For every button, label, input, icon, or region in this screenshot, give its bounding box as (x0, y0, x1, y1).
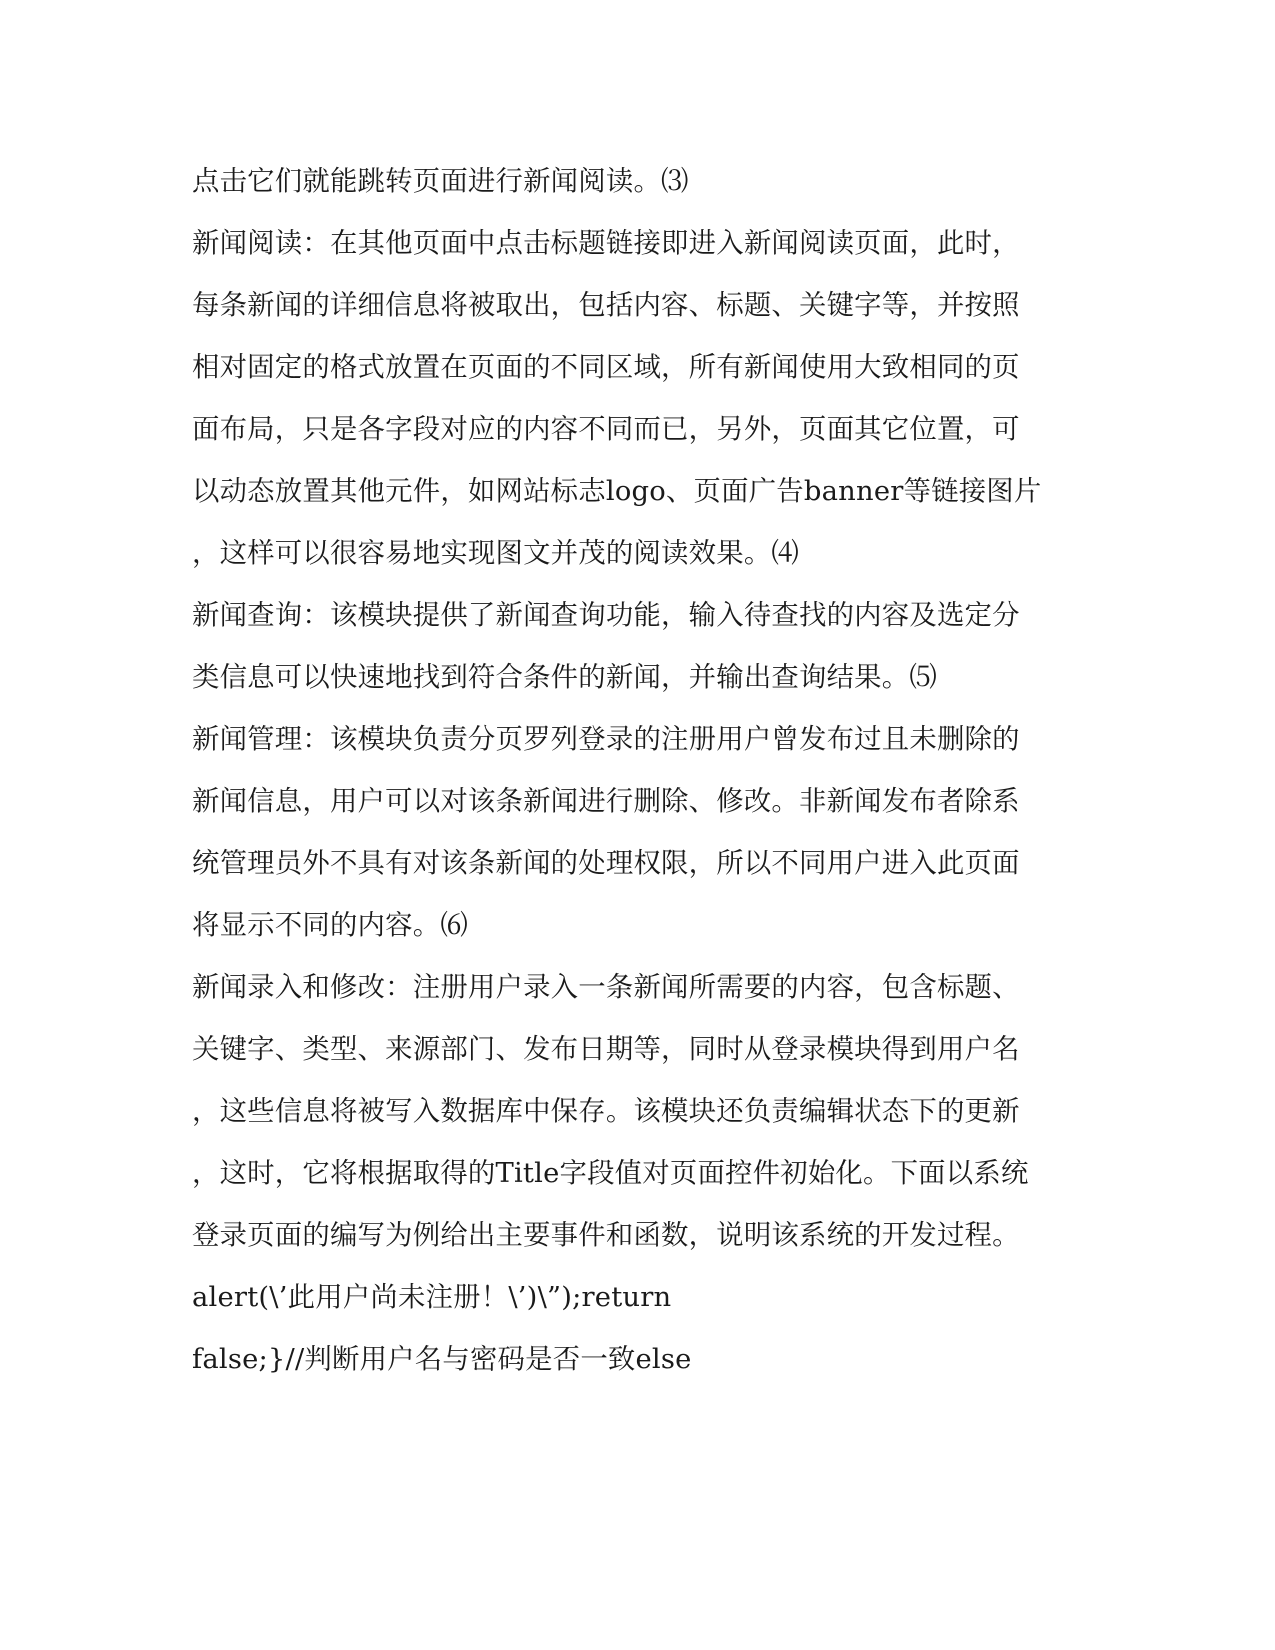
text-line: 面布局，只是各字段对应的内容不同而已，另外，页面其它位置，可 (192, 414, 1020, 445)
code-line: false;}//判断用户名与密码是否一致else (192, 1344, 692, 1375)
text-line: 点击它们就能跳转页面进行新闻阅读。⑶ (192, 166, 689, 197)
text-line: 新闻查询：该模块提供了新闻查询功能，输入待查找的内容及选定分 (192, 600, 1020, 631)
text-line: 新闻录入和修改：注册用户录入一条新闻所需要的内容，包含标题、 (192, 972, 1020, 1003)
text-line: ，这时，它将根据取得的Title字段值对页面控件初始化。下面以系统 (192, 1158, 1029, 1189)
text-line: 类信息可以快速地找到符合条件的新闻，并输出查询结果。⑸ (192, 662, 937, 693)
text-line: 登录页面的编写为例给出主要事件和函数，说明该系统的开发过程。 (192, 1220, 1020, 1251)
text-line: 新闻信息，用户可以对该条新闻进行删除、修改。非新闻发布者除系 (192, 786, 1020, 817)
text-line: 将显示不同的内容。⑹ (192, 910, 468, 941)
text-line: ，这些信息将被写入数据库中保存。该模块还负责编辑状态下的更新 (192, 1096, 1020, 1127)
text-line: ，这样可以很容易地实现图文并茂的阅读效果。⑷ (192, 538, 799, 569)
text-line: 统管理员外不具有对该条新闻的处理权限，所以不同用户进入此页面 (192, 848, 1020, 879)
text-line: 以动态放置其他元件，如网站标志logo、页面广告banner等链接图片 (192, 476, 1042, 507)
text-line: 关键字、类型、来源部门、发布日期等，同时从登录模块得到用户名 (192, 1034, 1020, 1065)
code-line: alert(\’此用户尚未注册！\’)\”);return (192, 1282, 672, 1313)
text-line: 新闻管理：该模块负责分页罗列登录的注册用户曾发布过且未删除的 (192, 724, 1020, 755)
text-line: 每条新闻的详细信息将被取出，包括内容、标题、关键字等，并按照 (192, 290, 1020, 321)
text-line: 相对固定的格式放置在页面的不同区域，所有新闻使用大致相同的页 (192, 352, 1020, 383)
text-line: 新闻阅读：在其他页面中点击标题链接即进入新闻阅读页面，此时， (192, 228, 1020, 259)
